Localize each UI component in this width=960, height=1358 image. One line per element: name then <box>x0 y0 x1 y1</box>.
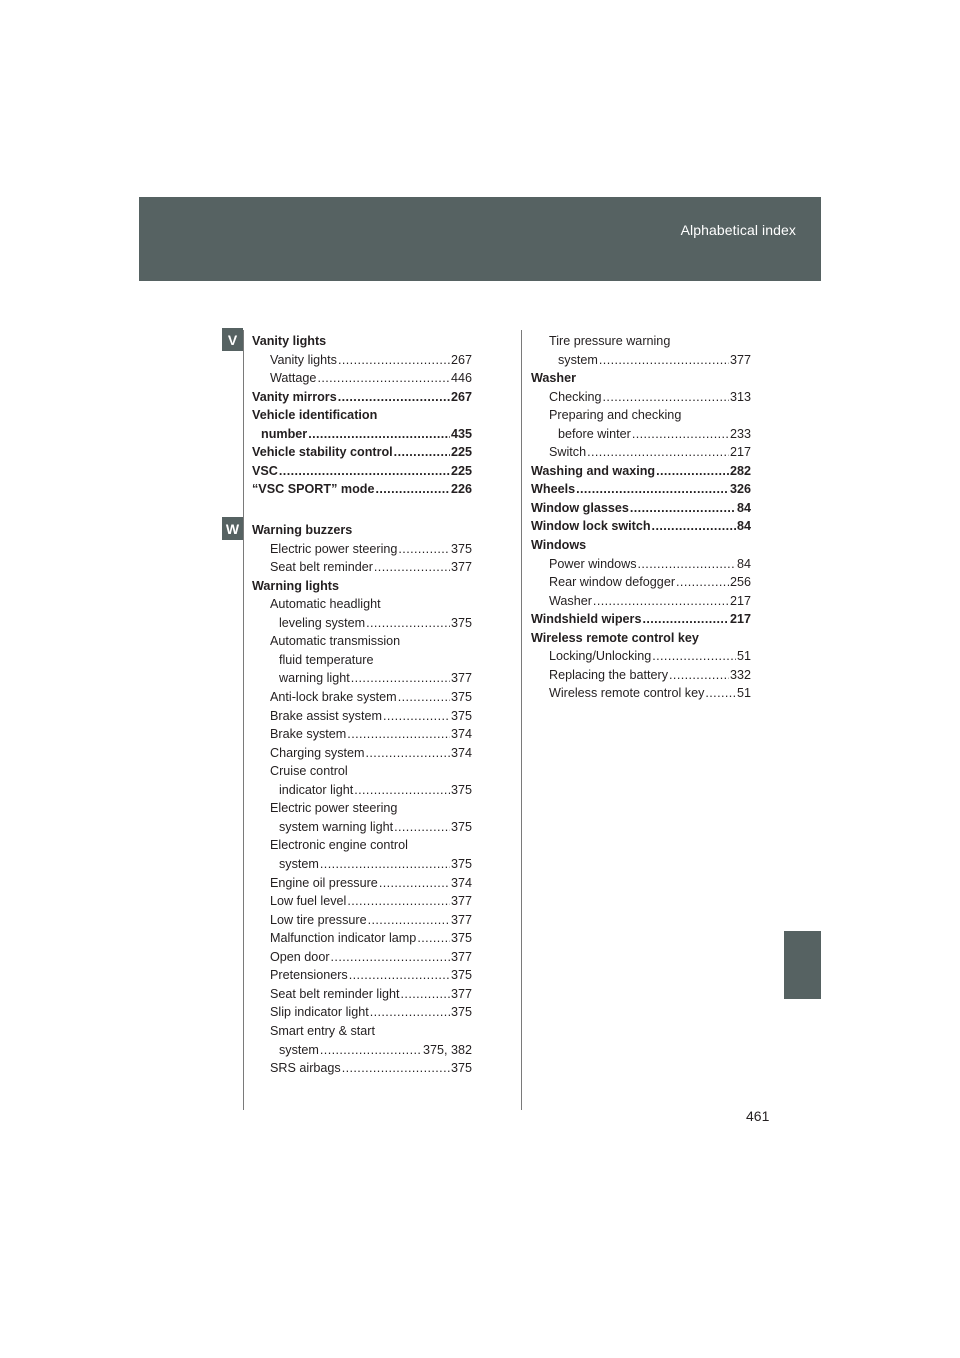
index-entry <box>252 596 472 613</box>
dot-leader <box>366 615 450 632</box>
page-number: 461 <box>746 1108 770 1124</box>
index-entry-page: 267 <box>450 353 472 367</box>
dot-leader <box>374 559 450 576</box>
index-entry <box>531 593 751 610</box>
index-entry <box>252 708 472 725</box>
index-entry <box>252 967 472 984</box>
index-entry <box>252 559 472 576</box>
index-entry-page: 84 <box>736 557 751 571</box>
index-entry <box>531 518 751 535</box>
index-entry-page: 377 <box>450 950 472 964</box>
index-entry-page: 377 <box>450 894 472 908</box>
index-entry-text: system warning light <box>279 820 394 834</box>
dot-leader <box>331 949 450 966</box>
index-entry <box>252 541 472 558</box>
dot-leader <box>317 370 450 387</box>
index-entry-page: 375 <box>450 690 472 704</box>
index-entry-text: fluid temperature <box>279 653 374 667</box>
dot-leader <box>347 726 450 743</box>
index-entry-page: 326 <box>729 482 751 496</box>
index-entry <box>252 745 472 762</box>
index-entry-page: 375 <box>450 783 472 797</box>
dot-leader <box>366 745 450 762</box>
index-entry <box>252 930 472 947</box>
dot-leader <box>630 500 736 517</box>
index-entry-page: 375 <box>450 542 472 556</box>
index-entry-text: Low tire pressure <box>270 913 367 927</box>
index-entry <box>531 500 751 517</box>
index-entry <box>531 685 751 702</box>
index-entry-page: 435 <box>450 427 472 441</box>
index-entry-page: 377 <box>450 987 472 1001</box>
dot-leader <box>394 819 450 836</box>
dot-leader <box>320 856 450 873</box>
index-entry-text: Washer <box>549 594 592 608</box>
dot-leader <box>398 689 450 706</box>
index-entry <box>252 426 472 443</box>
dot-leader <box>652 648 736 665</box>
dot-leader <box>603 389 729 406</box>
dot-leader <box>347 893 450 910</box>
index-entry <box>531 389 751 406</box>
dot-leader <box>279 463 450 480</box>
index-entry <box>252 856 472 873</box>
dot-leader <box>354 782 450 799</box>
index-entry <box>252 333 472 350</box>
index-entry-page: 375 <box>450 1061 472 1075</box>
index-entry-text: Slip indicator light <box>270 1005 369 1019</box>
index-entry-text: Warning lights <box>252 579 339 593</box>
index-entry <box>252 1023 472 1040</box>
dot-leader <box>599 352 729 369</box>
dot-leader <box>320 1042 422 1059</box>
index-entry-page: 217 <box>729 612 751 626</box>
index-entry-page: 225 <box>450 464 472 478</box>
index-entry <box>252 819 472 836</box>
index-entry <box>531 352 751 369</box>
index-entry-page: 217 <box>729 594 751 608</box>
index-entry <box>531 630 751 647</box>
dot-leader <box>351 670 450 687</box>
index-entry <box>252 782 472 799</box>
index-entry-page: 84 <box>736 501 751 515</box>
index-entry-text: system <box>279 857 319 871</box>
dot-leader <box>632 426 729 443</box>
index-entry-page: 233 <box>729 427 751 441</box>
dot-leader <box>342 1060 450 1077</box>
index-entry-page: 375 <box>450 857 472 871</box>
index-entry-text: Vanity lights <box>252 334 327 348</box>
index-entry-text: Switch <box>549 445 587 459</box>
index-entry-text: Wireless remote control key <box>531 631 699 645</box>
index-entry-text: Tire pressure warning <box>549 334 671 348</box>
index-entry <box>252 352 472 369</box>
index-entry <box>252 837 472 854</box>
index-entry <box>252 1060 472 1077</box>
dot-leader <box>370 1004 450 1021</box>
index-entry-text: Brake assist system <box>270 709 382 723</box>
dot-leader <box>652 518 736 535</box>
index-entry <box>531 556 751 573</box>
header-title: Alphabetical index <box>680 222 796 238</box>
index-entry-text: Pretensioners <box>270 968 348 982</box>
index-entry-page: 84 <box>736 519 751 533</box>
index-entry-text: Preparing and checking <box>549 408 682 422</box>
dot-leader <box>638 556 736 573</box>
dot-leader <box>375 481 450 498</box>
index-entry <box>252 949 472 966</box>
dot-leader <box>593 593 729 610</box>
index-entry <box>252 389 472 406</box>
index-entry-page: 51 <box>736 649 751 663</box>
index-entry-text: Engine oil pressure <box>270 876 378 890</box>
index-entry <box>252 444 472 461</box>
index-entry-text: Replacing the battery <box>549 668 669 682</box>
index-entry-text: Seat belt reminder light <box>270 987 400 1001</box>
index-entry <box>252 875 472 892</box>
index-entry <box>252 1004 472 1021</box>
index-entry <box>252 407 472 424</box>
index-entry-page: 377 <box>450 560 472 574</box>
index-entry <box>252 689 472 706</box>
dot-leader <box>308 426 450 443</box>
column-divider-left <box>243 330 244 1110</box>
dot-leader <box>576 481 729 498</box>
index-entry <box>531 370 751 387</box>
dot-leader <box>349 967 450 984</box>
index-entry-text: Automatic transmission <box>270 634 401 648</box>
index-entry-text: “VSC SPORT” mode <box>252 482 375 496</box>
index-entry <box>252 463 472 480</box>
index-entry <box>531 648 751 665</box>
index-entry-text: Vanity mirrors <box>252 390 337 404</box>
index-entry-text: VSC <box>252 464 278 478</box>
index-entry-page: 377 <box>729 353 751 367</box>
index-entry-text: Cruise control <box>270 764 348 778</box>
dot-leader <box>383 708 450 725</box>
section-side-tab <box>784 931 821 999</box>
index-entry-text: Wattage <box>270 371 317 385</box>
dot-leader <box>398 541 450 558</box>
index-entry-text: Smart entry & start <box>270 1024 375 1038</box>
index-entry-page: 377 <box>450 913 472 927</box>
index-entry-text: Wheels <box>531 482 576 496</box>
index-entry <box>252 763 472 780</box>
dot-leader <box>368 912 450 929</box>
section-letter-w: W <box>222 517 243 540</box>
dot-leader <box>705 685 736 702</box>
index-entry-text: system <box>558 353 598 367</box>
index-entry-page: 267 <box>450 390 472 404</box>
index-entry-text: before winter <box>558 427 631 441</box>
index-entry <box>252 726 472 743</box>
section-letter-v: V <box>222 328 243 351</box>
index-entry-page: 374 <box>450 876 472 890</box>
dot-leader <box>338 389 450 406</box>
index-entry-page: 282 <box>729 464 751 478</box>
index-entry <box>252 1042 472 1059</box>
index-entry-page: 226 <box>450 482 472 496</box>
index-entry-text: Windshield wipers <box>531 612 642 626</box>
index-entry-text: Charging system <box>270 746 365 760</box>
index-entry-text: Washer <box>531 371 577 385</box>
index-entry <box>531 463 751 480</box>
index-entry-text: Seat belt reminder <box>270 560 373 574</box>
index-entry-text: Anti-lock brake system <box>270 690 397 704</box>
index-entry-page: 375 <box>450 616 472 630</box>
header-bar <box>139 197 821 281</box>
index-entry-text: Vehicle identification <box>252 408 378 422</box>
index-entry <box>531 426 751 443</box>
dot-leader <box>669 667 729 684</box>
index-entry-text: SRS airbags <box>270 1061 341 1075</box>
index-entry-text: indicator light <box>279 783 354 797</box>
index-entry <box>252 893 472 910</box>
index-entry-page: 375 <box>450 709 472 723</box>
index-entry-page: 375 <box>450 1005 472 1019</box>
dot-leader <box>401 986 450 1003</box>
index-entry-page: 374 <box>450 746 472 760</box>
index-entry-text: Window lock switch <box>531 519 651 533</box>
index-entry <box>531 537 751 554</box>
dot-leader <box>394 444 450 461</box>
index-entry <box>252 633 472 650</box>
index-entry-text: Vehicle stability control <box>252 445 393 459</box>
index-entry-page: 217 <box>729 445 751 459</box>
index-entry-page: 225 <box>450 445 472 459</box>
index-entry <box>252 670 472 687</box>
index-entry-text: Low fuel level <box>270 894 347 908</box>
index-entry-page: 51 <box>736 686 751 700</box>
index-entry <box>531 444 751 461</box>
index-entry <box>531 574 751 591</box>
dot-leader <box>379 875 450 892</box>
index-entry-page: 446 <box>450 371 472 385</box>
index-entry-page: 375 <box>450 968 472 982</box>
index-entry <box>531 407 751 424</box>
index-entry-text: Windows <box>531 538 587 552</box>
index-entry-page: 374 <box>450 727 472 741</box>
index-entry-text: Malfunction indicator lamp <box>270 931 417 945</box>
index-entry <box>531 333 751 350</box>
index-entry <box>252 578 472 595</box>
index-entry <box>252 652 472 669</box>
index-entry-page: 377 <box>450 671 472 685</box>
index-entry-page: 256 <box>729 575 751 589</box>
index-entry-text: Locking/Unlocking <box>549 649 652 663</box>
index-entry-text: Washing and waxing <box>531 464 656 478</box>
index-entry <box>252 481 472 498</box>
index-entry-text: Warning buzzers <box>252 523 353 537</box>
index-entry-text: leveling system <box>279 616 366 630</box>
index-entry <box>531 611 751 628</box>
index-entry-text: Electric power steering <box>270 801 398 815</box>
index-entry <box>252 800 472 817</box>
index-entry-text: Checking <box>549 390 602 404</box>
dot-leader <box>587 444 729 461</box>
index-entry-page: 375 <box>450 820 472 834</box>
index-entry-text: number <box>261 427 308 441</box>
index-entry <box>252 522 472 539</box>
dot-leader <box>338 352 450 369</box>
index-entry-page: 375, 382 <box>422 1043 472 1057</box>
index-entry-text: warning light <box>279 671 350 685</box>
index-entry-page: 332 <box>729 668 751 682</box>
index-entry-text: Brake system <box>270 727 347 741</box>
index-entry-page: 375 <box>450 931 472 945</box>
index-entry-text: Window glasses <box>531 501 629 515</box>
index-entry-text: Electronic engine control <box>270 838 408 852</box>
dot-leader <box>417 930 450 947</box>
index-entry <box>531 667 751 684</box>
index-entry <box>252 986 472 1003</box>
index-entry <box>252 370 472 387</box>
column-divider-middle <box>521 330 522 1110</box>
index-entry-text: Electric power steering <box>270 542 398 556</box>
index-entry <box>252 615 472 632</box>
index-entry-text: Open door <box>270 950 330 964</box>
index-entry <box>252 912 472 929</box>
index-entry-page: 313 <box>729 390 751 404</box>
index-entry-text: system <box>279 1043 319 1057</box>
index-entry-text: Vanity lights <box>270 353 337 367</box>
index-entry-text: Power windows <box>549 557 637 571</box>
dot-leader <box>642 611 729 628</box>
index-entry-text: Wireless remote control key <box>549 686 705 700</box>
dot-leader <box>676 574 729 591</box>
index-entry-text: Automatic headlight <box>270 597 381 611</box>
dot-leader <box>656 463 729 480</box>
index-entry-text: Rear window defogger <box>549 575 676 589</box>
index-entry <box>531 481 751 498</box>
